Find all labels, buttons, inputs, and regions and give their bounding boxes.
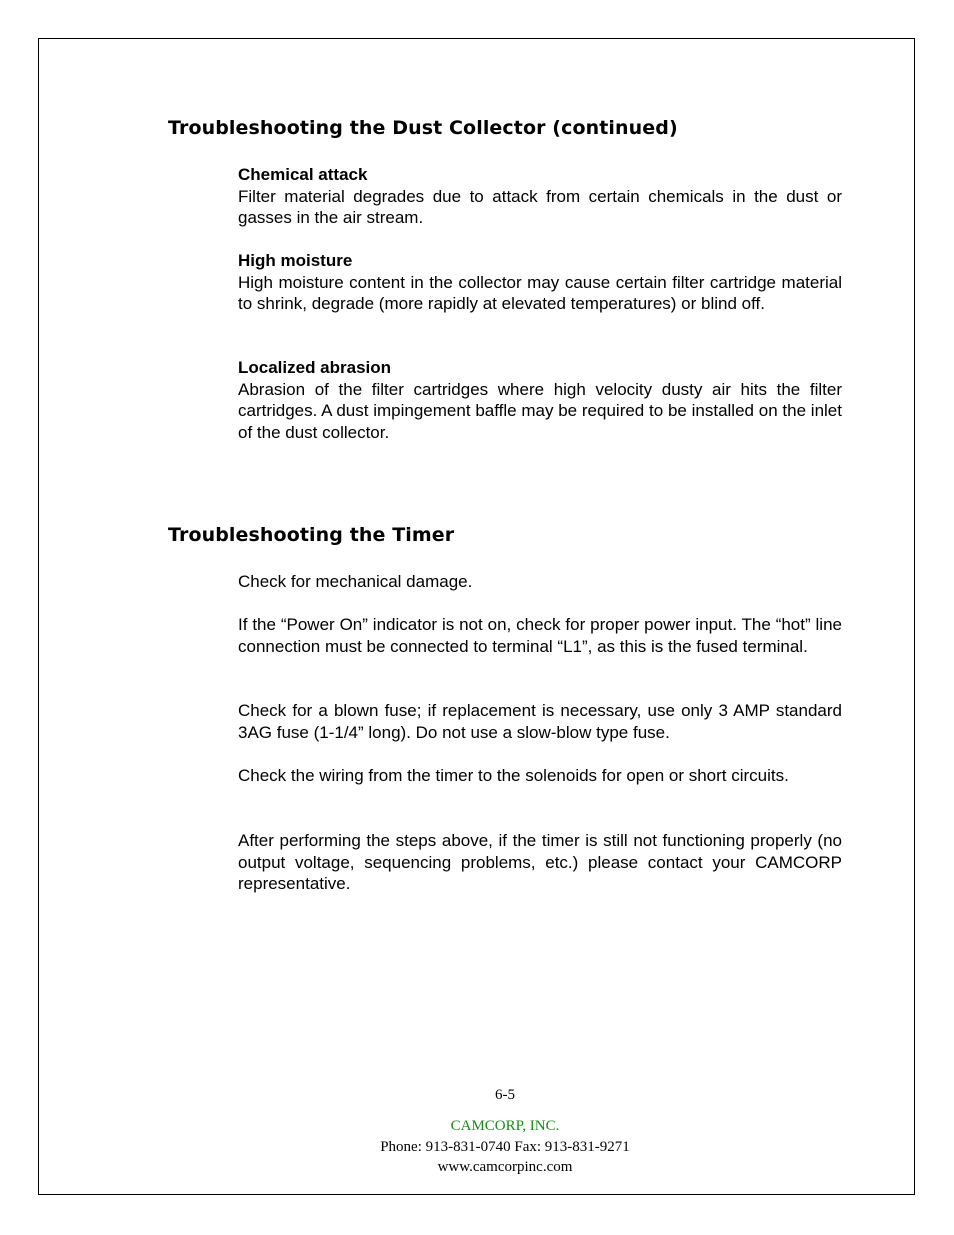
contact-line: Phone: 913-831-0740 Fax: 913-831-9271: [380, 1139, 630, 1155]
item-text: Filter material degrades due to attack from certain chemicals in the dust or gasses in the air stream.: [238, 186, 842, 228]
timer-paragraph-3: Check for a blown fuse; if replacement is necessary, use only 3 AMP standard 3AG fuse (1-1/4” long). Do not use a slow-blow type fuse.: [238, 701, 842, 742]
item-localized-abrasion: [238, 357, 842, 443]
item-text: Abrasion of the filter cartridges where high velocity dusty air hits the filter cartridges. A dust impingement baffle may be required to be installed on the inlet of the dust collector.: [238, 379, 842, 442]
item-text: High moisture content in the collector may cause certain filter cartridge material to shrink, degrade (more rapidly at elevated temperatures) or blind off.: [238, 272, 842, 314]
page-number: 6-5: [495, 1087, 515, 1103]
website-link[interactable]: www.camcorpinc.com: [437, 1159, 573, 1175]
item-heading: Chemical attack: [238, 165, 368, 184]
item-high-moisture: [238, 250, 842, 315]
timer-paragraph-5: After performing the steps above, if the timer is still not functioning properly (no output voltage, sequencing problems, etc.) please contact your CAMCORP representative.: [238, 831, 842, 894]
company-name: CAMCORP, INC.: [450, 1118, 560, 1134]
section-title-timer: Troubleshooting the Timer: [168, 524, 455, 546]
item-heading: Localized abrasion: [238, 358, 392, 377]
timer-paragraph-1: Check for mechanical damage.: [238, 572, 473, 591]
item-chemical-attack: [238, 164, 842, 229]
section-title-dust-collector: Troubleshooting the Dust Collector (continued): [168, 117, 678, 139]
timer-paragraph-4: Check the wiring from the timer to the solenoids for open or short circuits.: [238, 766, 789, 785]
item-heading: High moisture: [238, 251, 353, 270]
timer-paragraph-2: If the “Power On” indicator is not on, check for proper power input. The “hot” line connection must be connected to terminal “L1”, as this is the fused terminal.: [238, 615, 842, 656]
